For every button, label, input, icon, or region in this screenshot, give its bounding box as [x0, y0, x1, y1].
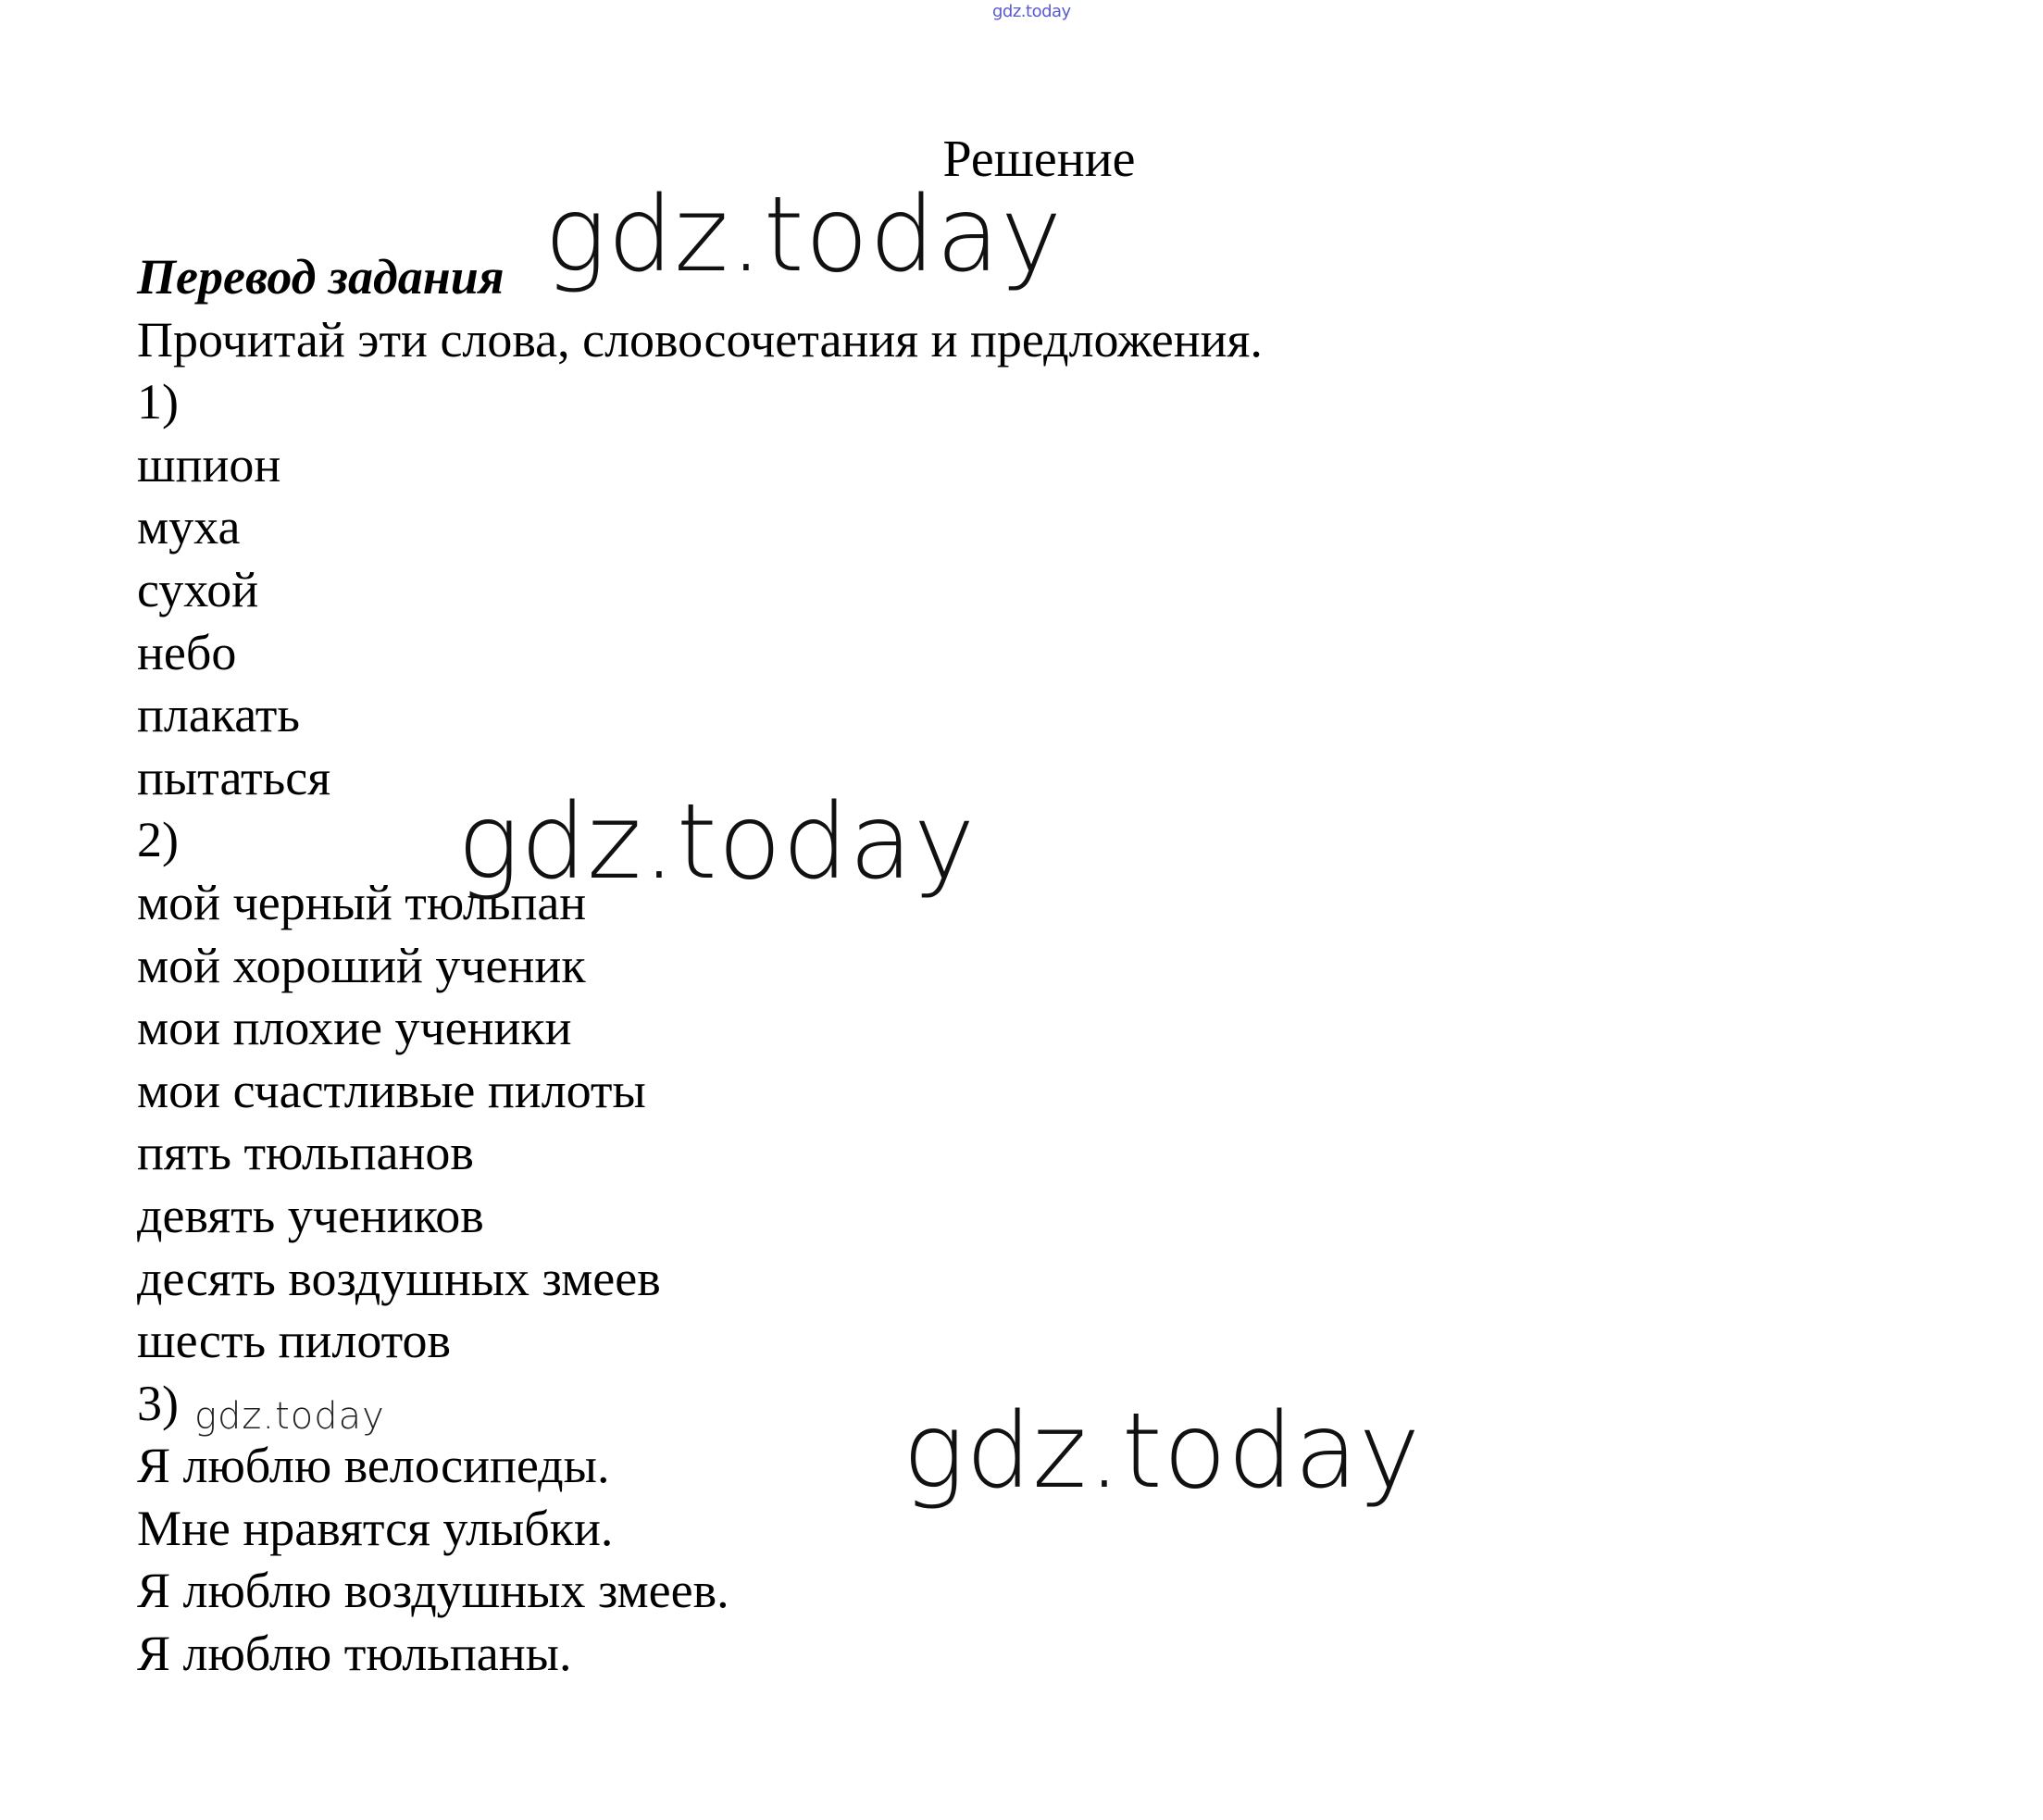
watermark: gdz.today: [457, 782, 977, 903]
list-item: Я люблю тюльпаны.: [137, 1626, 572, 1682]
list-item: мои плохие ученики: [137, 1000, 572, 1056]
task-instruction: Прочитай эти слова, словосочетания и предложения.: [137, 311, 1263, 368]
list-item: пытаться: [137, 749, 331, 805]
list-item: муха: [137, 499, 241, 555]
list-item: мой черный тюльпан: [137, 874, 587, 930]
section-1-number: 1): [137, 374, 179, 430]
list-item: шесть пилотов: [137, 1313, 452, 1369]
list-item: мой хороший ученик: [137, 937, 586, 993]
list-item: шпион: [137, 436, 281, 492]
task-heading: Перевод задания: [137, 249, 505, 305]
watermark: gdz.today: [903, 1391, 1422, 1512]
list-item: сухой: [137, 561, 259, 617]
list-item: пять тюльпанов: [137, 1125, 474, 1181]
watermark: gdz.today: [194, 1395, 385, 1438]
list-item: небо: [137, 624, 237, 680]
page-title: Решение: [942, 131, 1136, 188]
section-2-number: 2): [137, 812, 179, 868]
list-item: плакать: [137, 687, 301, 743]
list-item: Я люблю воздушных змеев.: [137, 1563, 729, 1619]
watermark: gdz.today: [544, 175, 1064, 295]
list-item: Мне нравятся улыбки.: [137, 1500, 614, 1556]
list-item: девять учеников: [137, 1187, 484, 1243]
list-item: Я люблю велосипеды.: [137, 1438, 610, 1494]
section-3-number: 3): [137, 1375, 179, 1431]
list-item: десять воздушных змеев: [137, 1250, 661, 1306]
list-item: мои счастливые пилоты: [137, 1062, 646, 1118]
top-watermark: gdz.today: [992, 2, 1071, 21]
